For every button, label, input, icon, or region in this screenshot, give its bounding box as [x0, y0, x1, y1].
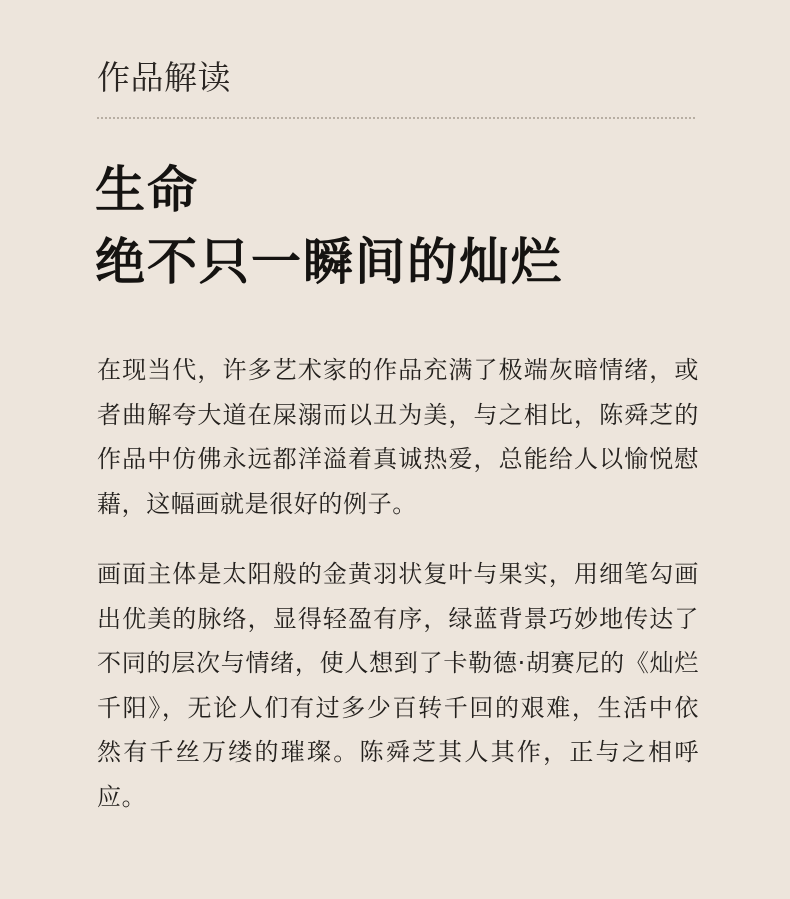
headline-line-1: 生命 [95, 160, 199, 219]
dotted-divider [97, 117, 695, 119]
section-label: 作品解读 [97, 58, 231, 97]
headline-line-2: 绝不只一瞬间的灿烂 [95, 232, 563, 291]
article-body [97, 348, 699, 845]
article-headline [95, 154, 715, 298]
body-paragraph-1: 在现当代，许多艺术家的作品充满了极端灰暗情绪，或者曲解夸大道在屎溺而以丑为美，与之相比，陈舜芝的作品中仿佛永远都洋溢着真诚热爱，总能给人以愉悦慰藉，这幅画就是很好的例子。 [97, 356, 699, 518]
body-paragraph-2: 画面主体是太阳般的金黄羽状复叶与果实，用细笔勾画出优美的脉络，显得轻盈有序，绿蓝背景巧妙地传达了不同的层次与情绪，使人想到了卡勒德·胡赛尼的《灿烂千阳》，无论人们有过多少百转千回的艰难，生活中依然有千丝万缕的璀璨。陈舜芝其人其作，正与之相呼应。 [97, 560, 699, 811]
